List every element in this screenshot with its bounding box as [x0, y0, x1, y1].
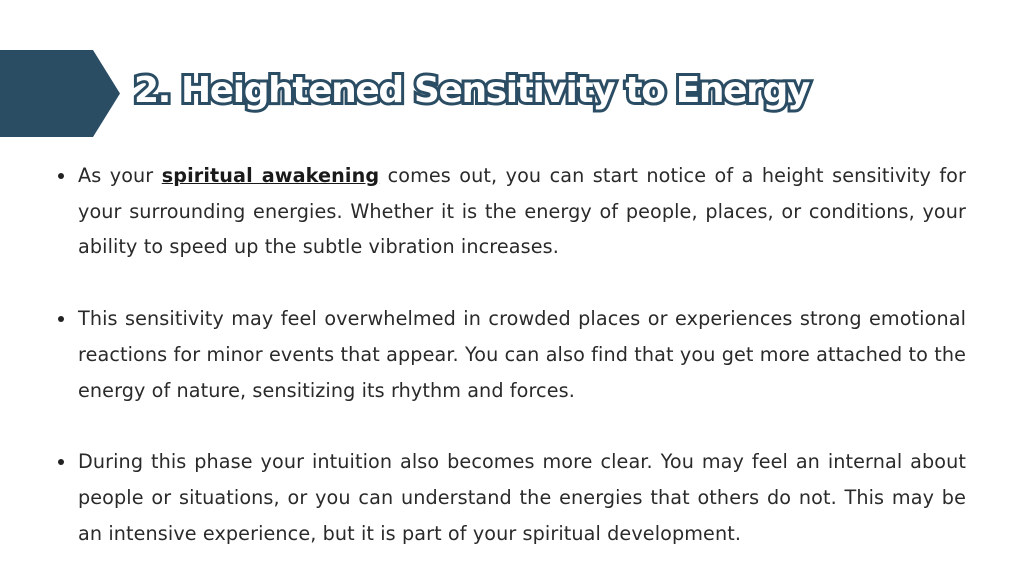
bullet-1-rest: comes out, you can start notice of a height sensitivity for your surrounding energies. Whether it is the energy of people, places, or conditions, your ability to speed up the subtle vibration increases.	[78, 164, 967, 259]
banner-arrow-shape	[0, 50, 120, 137]
bullet-1-prefix: As your	[78, 164, 162, 187]
bullet-list	[78, 158, 966, 551]
bullet-3-text: During this phase your intuition also becomes more clear. You may feel an internal about people or situations, or you can understand the energies that others do not. This may be an intensive experience, but it is part of your spiritual development.	[78, 450, 966, 545]
slide-title: 2. Heightened Sensitivity to Energy	[134, 70, 809, 111]
bullet-item-3	[78, 444, 966, 551]
title-banner-arrow	[0, 50, 120, 137]
bullet-item-1	[78, 158, 966, 265]
spiritual-awakening-link[interactable]: spiritual awakening	[161, 164, 380, 187]
bullet-item-2	[78, 301, 966, 408]
bullet-2-text: This sensitivity may feel overwhelmed in crowded places or experiences strong emotional reactions for minor events that appear. You can also find that you get more attached to the energy of nature, sensitizing its rhythm and forces.	[78, 307, 966, 402]
